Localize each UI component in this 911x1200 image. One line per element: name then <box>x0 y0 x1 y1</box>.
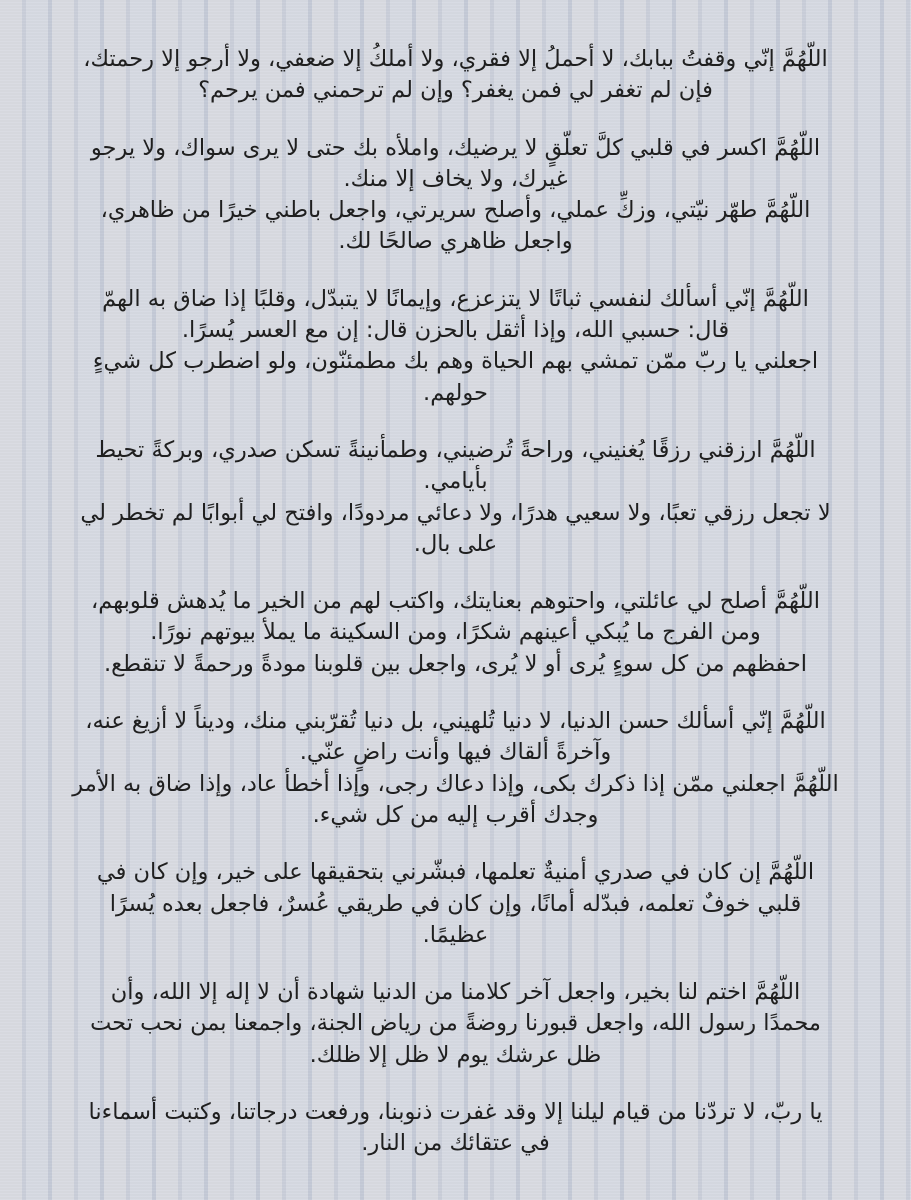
paragraph-line: عظيمًا. <box>422 921 489 948</box>
paragraph-line: اجعلني يا ربّ ممّن تمشي بهم الحياة وهم بك مطمئنّون، ولو اضطرب كل شيءٍ <box>92 348 819 375</box>
paragraph-line: وجدك أقرب إليه من كل شيء. <box>312 801 599 828</box>
duaa-paragraph-2 <box>30 133 881 258</box>
duaa-paragraph-8 <box>30 977 881 1071</box>
duaa-paragraph-4 <box>30 435 881 560</box>
paragraph-line: اللّهُمَّ أصلح لي عائلتي، واحتوهم بعنايتك، واكتب لهم من الخير ما يُدهش قلوبهم، <box>91 588 820 615</box>
paragraph-line: قال: حسبي الله، وإذا أثقل بالحزن قال: إن مع العسر يُسرًا. <box>181 317 730 344</box>
duaa-paragraph-3 <box>30 284 881 409</box>
paragraph-line: اللّهُمَّ إنّي وقفتُ ببابك، لا أحملُ إلا فقري، ولا أملكُ إلا ضعفي، ولا أرجو إلا رحمتك، <box>83 46 828 72</box>
duaa-paragraph-1 <box>30 44 881 107</box>
paragraph-line: على بال. <box>413 530 498 557</box>
paragraph-line: اللّهُمَّ إن كان في صدري أمنيةٌ تعلمها، فبشّرني بتحقيقها على خير، وإن كان في <box>96 859 815 886</box>
paragraph-line: اللّهُمَّ طهّر نيّتي، وزكِّ عملي، وأصلح سريرتي، واجعل باطني خيرًا من ظاهري، <box>100 197 811 224</box>
paragraph-line: اللّهُمَّ ارزقني رزقًا يُغنيني، وراحةً تُرضيني، وطمأنينةً تسكن صدري، وبركةً تحيط <box>95 436 816 463</box>
paragraph-line: ومن الفرج ما يُبكي أعينهم شكرًا، ومن السكينة ما يملأ بيوتهم نورًا. <box>150 619 761 646</box>
paragraph-line: واجعل ظاهري صالحًا لك. <box>338 228 573 255</box>
paragraph-line: قلبي خوفٌ تعلمه، فبدّله أمانًا، وإن كان في طريقي عُسرٌ، فاجعل بعده يُسرًا <box>109 890 802 917</box>
paragraph-line: ظل عرشك يوم لا ظل إلا ظلك. <box>309 1041 602 1068</box>
paragraph-line: اللّهُمَّ إنّي أسألك لنفسي ثباتًا لا يتزعزع، وإيمانًا لا يتبدّل، وقلبًا إذا ضاق به الهمّ <box>102 285 809 312</box>
duaa-paragraph-7 <box>30 857 881 951</box>
paragraph-line: غيرك، ولا يخاف إلا منك. <box>343 165 568 192</box>
paragraph-line: في عتقائك من النار. <box>361 1130 550 1157</box>
paragraph-line: فإن لم تغفر لي فمن يغفر؟ وإن لم ترحمني فمن يرحم؟ <box>198 77 713 104</box>
paragraph-line: حولهم. <box>423 379 488 406</box>
duaa-paragraph-9 <box>30 1097 881 1160</box>
paragraph-line: اللّهُمَّ اجعلني ممّن إذا ذكرك بكى، وإذا دعاك رجى، وإذا أخطأ عاد، وإذا ضاق به الأمر <box>72 770 839 797</box>
paragraph-line: اللّهُمَّ إنّي أسألك حسن الدنيا، لا دنيا تُلهيني، بل دنيا تُقرّبني منك، وديناً لا أزيغ عنه، <box>85 708 826 735</box>
paragraph-line: محمدًا رسول الله، واجعل قبورنا روضةً من رياض الجنة، واجمعنا بمن نحب تحت <box>90 1010 821 1037</box>
duaa-paragraph-6 <box>30 706 881 831</box>
paragraph-line: احفظهم من كل سوءٍ يُرى أو لا يُرى، واجعل بين قلوبنا مودةً ورحمةً لا تنقطع. <box>103 650 808 677</box>
duaa-paragraph-5 <box>30 586 881 680</box>
paragraph-line: اللّهُمَّ اكسر في قلبي كلَّ تعلّقٍ لا يرضيك، واملأه بك حتى لا يرى سواك، ولا يرجو <box>90 134 821 161</box>
paragraph-line: يا ربّ، لا تردّنا من قيام ليلنا إلا وقد غفرت ذنوبنا، ورفعت درجاتنا، وكتبت أسماءنا <box>88 1099 823 1126</box>
paragraph-line: بأيامي. <box>423 468 488 495</box>
paragraph-line: وآخرةً ألقاك فيها وأنت راضٍ عنّي. <box>299 739 612 766</box>
paragraph-line: لا تجعل رزقي تعبًا، ولا سعيي هدرًا، ولا دعائي مردودًا، وافتح لي أبوابًا لم تخطر لي <box>80 499 831 526</box>
paragraph-line: اللّهُمَّ اختم لنا بخير، واجعل آخر كلامنا من الدنيا شهادة أن لا إله إلا الله، وأن <box>110 979 801 1006</box>
